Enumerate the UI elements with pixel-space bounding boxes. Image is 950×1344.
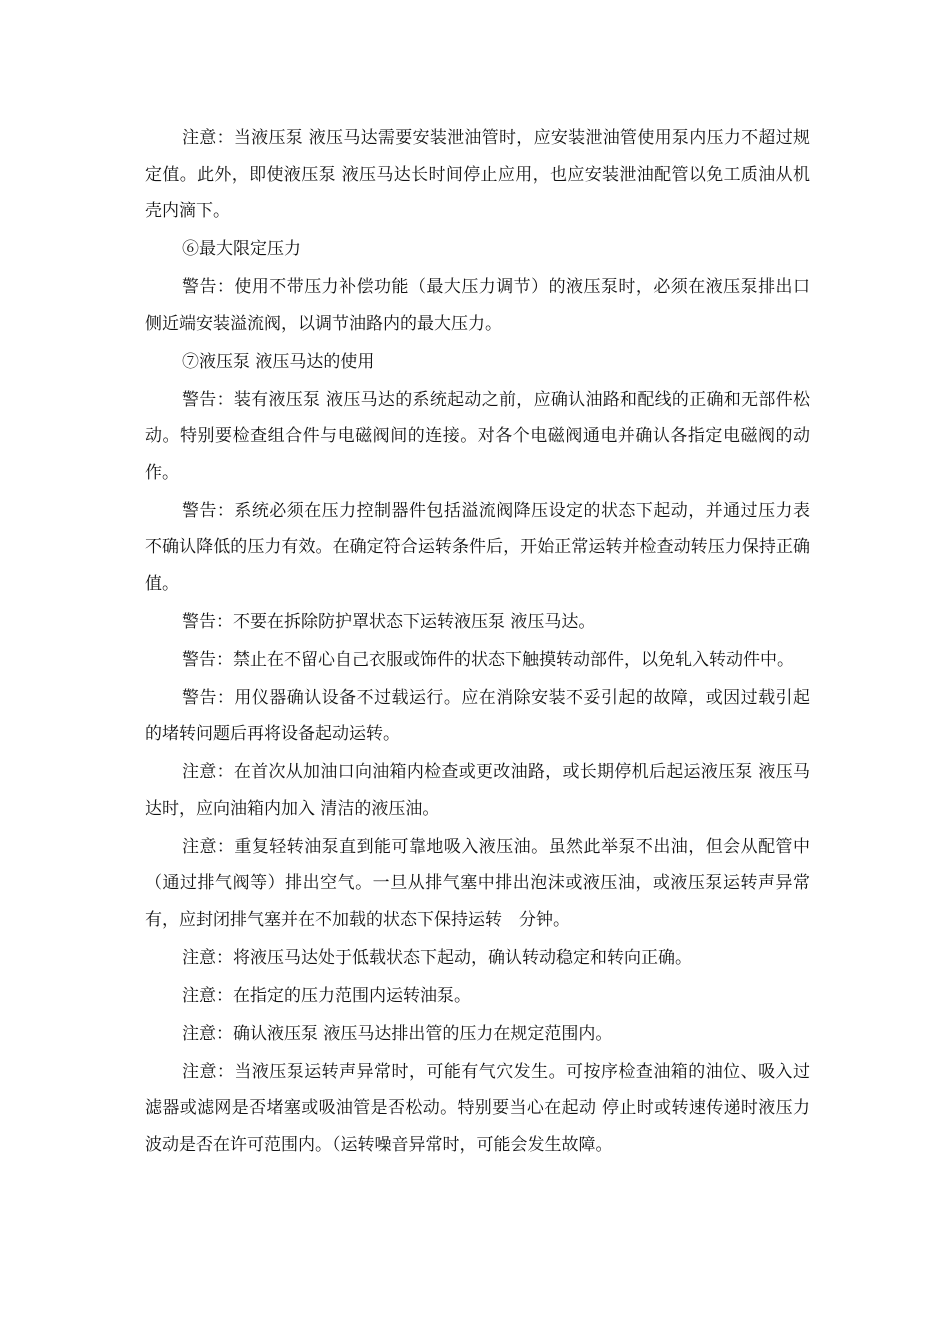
- paragraph-startup-check-warning: 警告：装有液压泵 液压马达的系统起动之前，应确认油路和配线的正确和无部件松动。特别要检查组合件与电磁阀间的连接。对各个电磁阀通电并确认各指定电磁阀的动作。: [145, 389, 810, 483]
- paragraph-oil-fill-note: 注意：在首次从加油口向油箱内检查或更改油路，或长期停机后起运液压泵 液压马达时，应向油箱内加入 清洁的液压油。: [145, 762, 810, 819]
- paragraph-clothing-warning: 警告：禁止在不留心自己衣服或饰件的状态下触摸转动部件，以免轧入转动件中。: [182, 649, 794, 670]
- heading-pump-motor-usage: ⑦液压泵 液压马达的使用: [182, 351, 375, 372]
- paragraph-discharge-pressure-note: 注意：确认液压泵 液压马达排出管的压力在规定范围内。: [182, 1023, 613, 1044]
- paragraph-drain-pipe-note: 注意：当液压泵 液压马达需要安装泄油管时，应安装泄油管使用泵内压力不超过规定值。此外，即使液压泵 液压马达长时间停止应用，也应安装泄油配管以免工质油从机壳内滴下。: [145, 128, 810, 221]
- paragraph-overload-warning: 警告：用仪器确认设备不过载运行。应在消除安装不妥引起的故障，或因过载引起的堵转问题后再将设备起动运转。: [145, 687, 810, 744]
- paragraph-low-load-start-note: 注意：将液压马达处于低载状态下起动，确认转动稳定和转向正确。: [182, 947, 692, 968]
- heading-max-limit-pressure: ⑥最大限定压力: [182, 239, 301, 259]
- paragraph-cavitation-note: 注意：当液压泵运转声异常时，可能有气穴发生。可按序检查油箱的油位、吸入过滤器或滤网是否堵塞或吸油管是否松动。特别要当心在起动 停止时或转速传递时液压力波动是否在许可范围内。（运转噪音异常时，可能会发生故障。: [145, 1061, 810, 1155]
- paragraph-pressure-setting-warning: 警告：系统必须在压力控制器件包括溢流阀降压设定的状态下起动，并通过压力表不确认降低的压力有效。在确定符合运转条件后，开始正常运转并检查动转压力保持正确值。: [145, 500, 810, 594]
- paragraph-relief-valve-warning: 警告：使用不带压力补偿功能（最大压力调节）的液压泵时，必须在液压泵排出口侧近端安装溢流阀，以调节油路内的最大压力。: [145, 277, 810, 334]
- document-body: [145, 120, 810, 1165]
- paragraph-pressure-range-note: 注意：在指定的压力范围内运转油泵。: [182, 985, 471, 1006]
- paragraph-air-bleed-note: 注意：重复轻转油泵直到能可靠地吸入液压油。虽然此举泵不出油，但会从配管中（通过排气阀等）排出空气。一旦从排气塞中排出泡沫或液压油，或液压泵运转声异常有，应封闭排气塞并在不加载的状态下保持运转 分钟。: [145, 836, 810, 930]
- paragraph-guard-warning: 警告：不要在拆除防护罩状态下运转液压泵 液压马达。: [182, 611, 596, 632]
